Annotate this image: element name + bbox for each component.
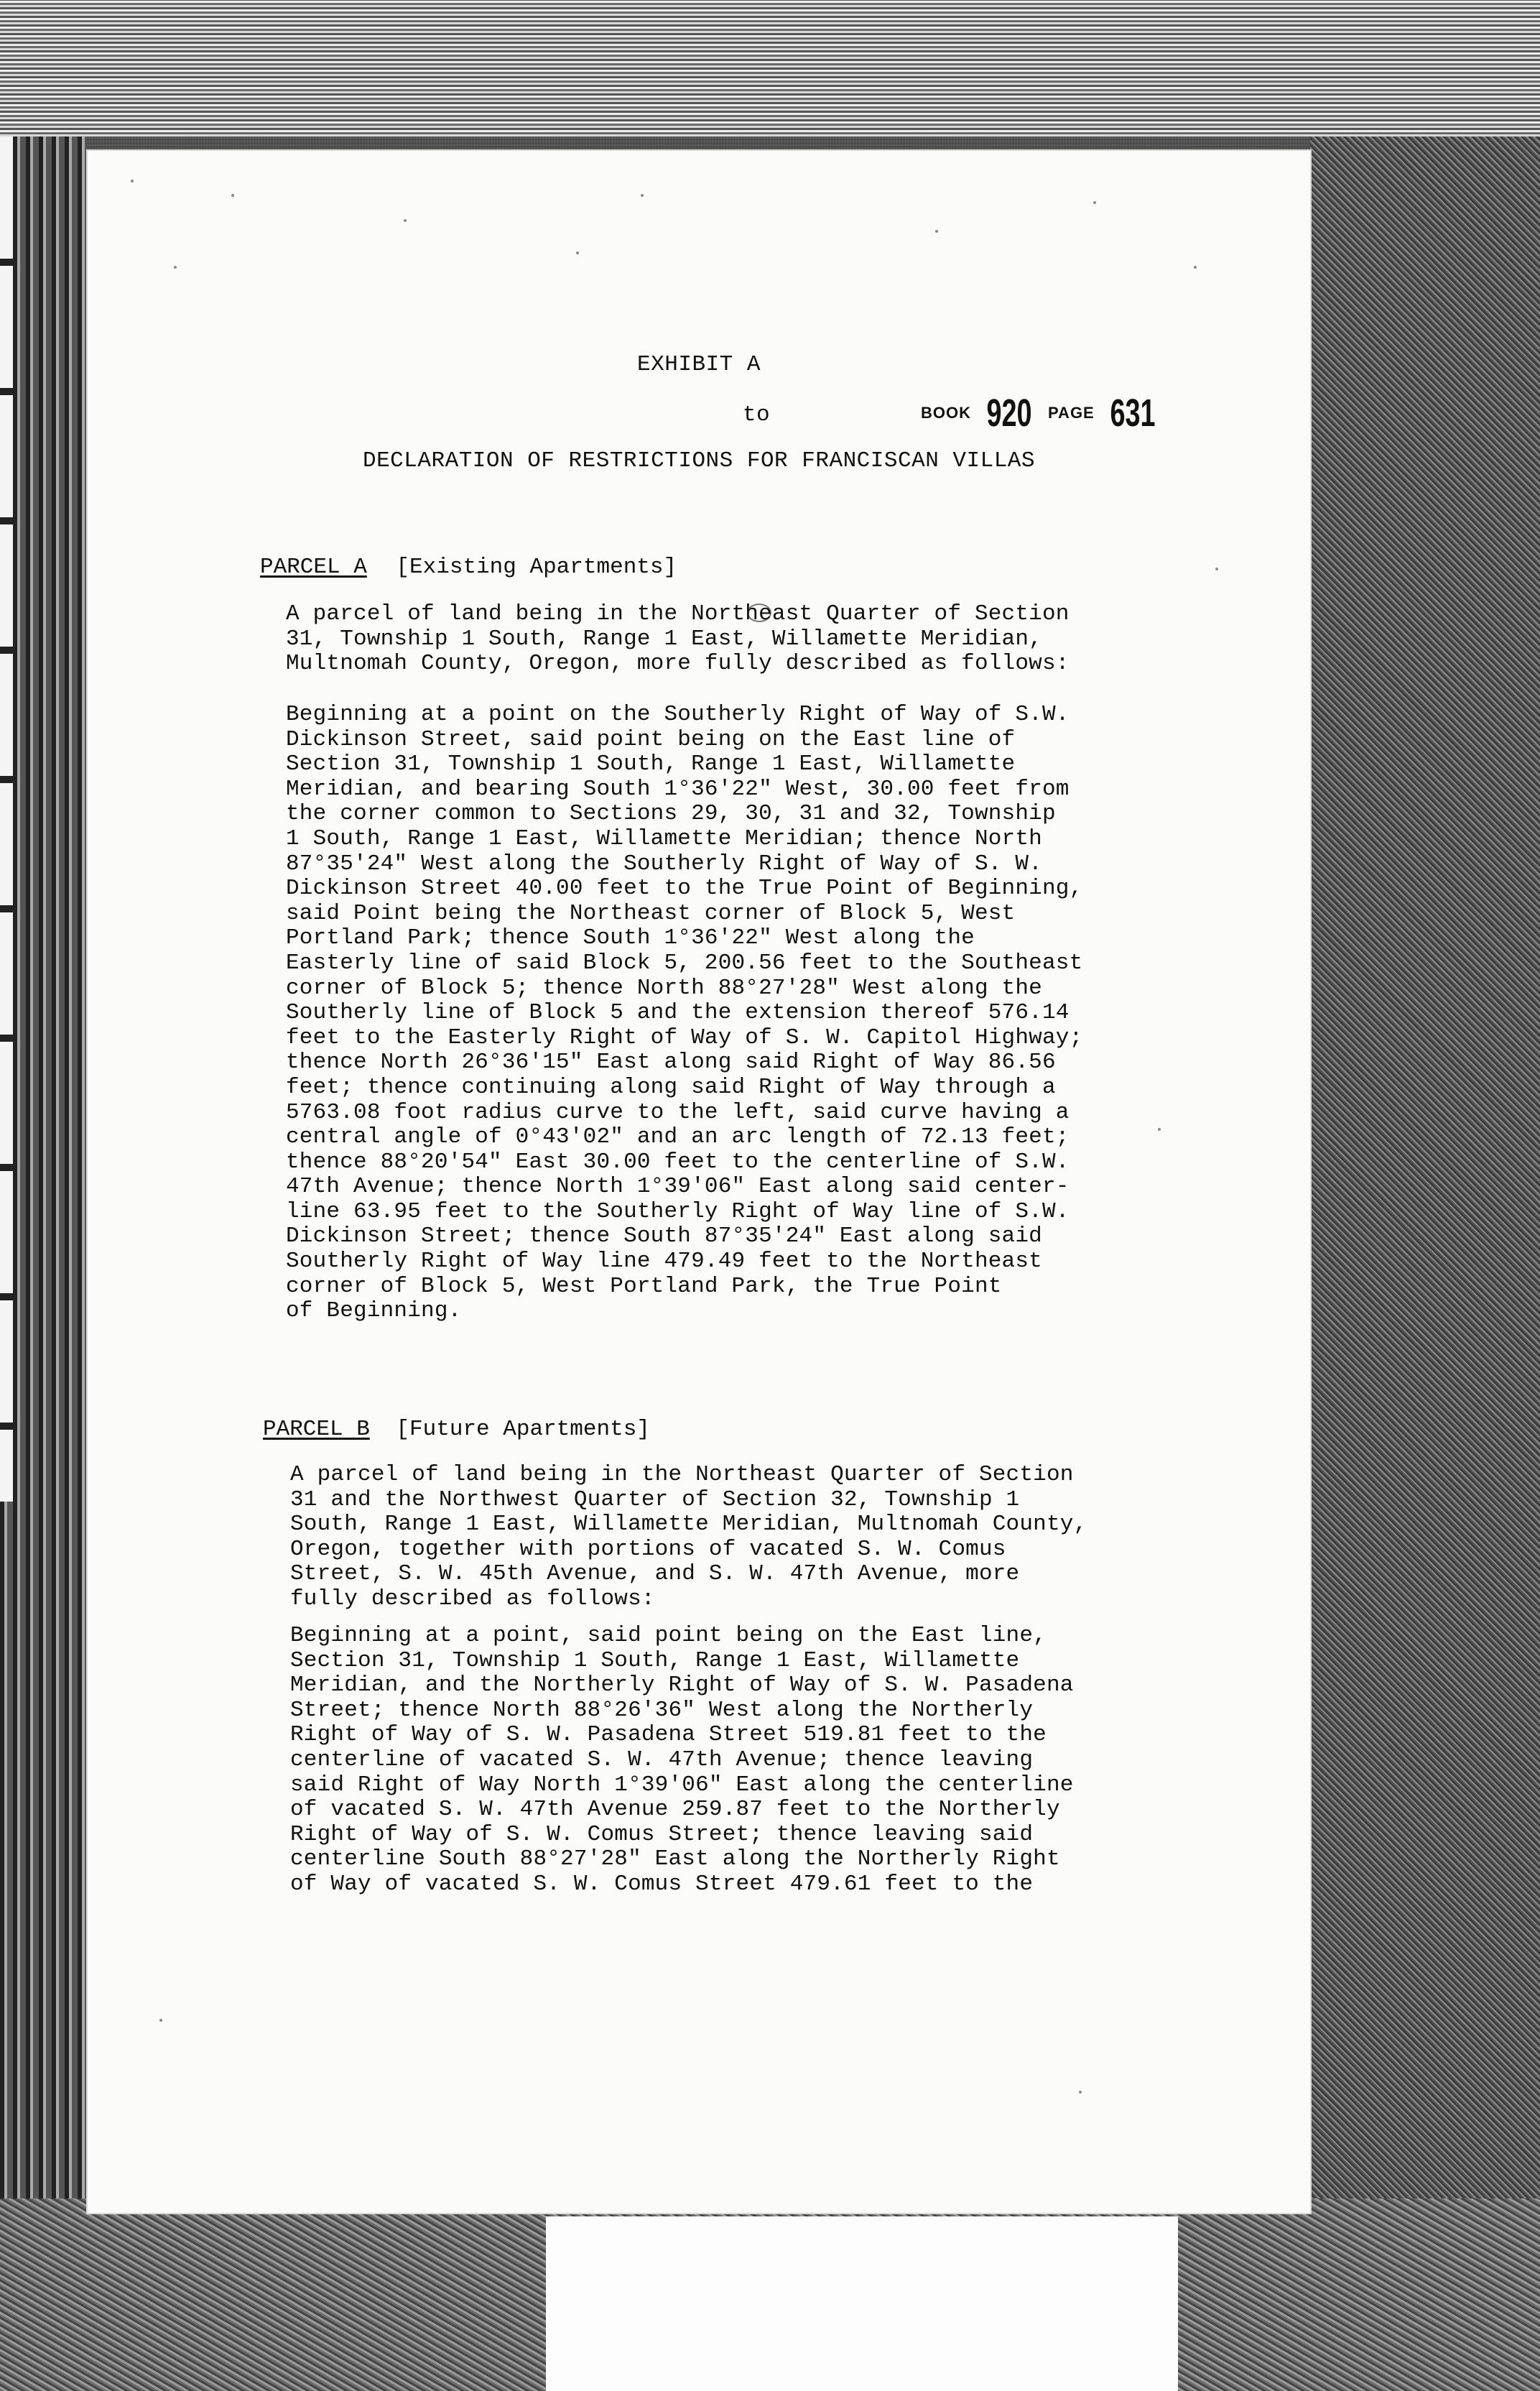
text-line: 31, Township 1 South, Range 1 East, Willamette Meridian, xyxy=(286,626,1042,652)
text-line: Dickinson Street 40.00 feet to the True Point of Beginning, xyxy=(286,876,1083,902)
parcel-a-intro xyxy=(286,602,1070,677)
book-page-stamp xyxy=(921,391,1168,435)
scan-speck xyxy=(1215,568,1218,570)
text-line: feet to the Easterly Right of Way of S. W. Capitol Highway; xyxy=(286,1025,1083,1050)
scan-speck xyxy=(1194,266,1197,269)
scan-left-tabs xyxy=(0,137,13,1502)
exhibit-title: EXHIBIT A xyxy=(637,352,761,377)
text-line: central angle of 0°43'02" and an arc length of 72.13 feet; xyxy=(286,1124,1070,1150)
parcel-a-subtitle: [Existing Apartments] xyxy=(396,555,677,580)
text-line: Oregon, together with portions of vacated S. W. Comus xyxy=(290,1536,1006,1562)
scan-left-noise xyxy=(0,137,86,2391)
scan-speck xyxy=(231,194,234,197)
text-line: Right of Way of S. W. Comus Street; thence leaving said xyxy=(290,1821,1034,1847)
text-line: Meridian, and bearing South 1°36'22" West, 30.00 feet from xyxy=(286,776,1070,802)
text-line: 1 South, Range 1 East, Willamette Meridian; thence North xyxy=(286,825,1042,851)
text-line: of Beginning. xyxy=(286,1298,462,1324)
text-line: Right of Way of S. W. Pasadena Street 519.81 feet to the xyxy=(290,1722,1047,1748)
scan-speck xyxy=(576,251,579,254)
text-line: Multnomah County, Oregon, more fully described as follows: xyxy=(286,651,1070,677)
scan-right-noise xyxy=(1310,137,1540,2391)
text-line: corner of Block 5, West Portland Park, the True Point xyxy=(286,1273,1002,1299)
text-line: 31 and the Northwest Quarter of Section 32, Township 1 xyxy=(290,1486,1020,1512)
scan-speck xyxy=(1158,1128,1161,1131)
scan-bottom-paper-tab xyxy=(546,2216,1178,2391)
parcel-b-label: PARCEL B xyxy=(263,1417,370,1442)
scan-speck xyxy=(174,266,177,269)
book-label: BOOK xyxy=(921,404,971,422)
scan-speck xyxy=(404,219,407,222)
scan-speck xyxy=(935,230,938,233)
text-line: Beginning at a point, said point being on the East line, xyxy=(290,1623,1047,1648)
scan-speck xyxy=(1079,2091,1082,2094)
text-line: Dickinson Street, said point being on the East line of xyxy=(286,726,1016,752)
text-line: Portland Park; thence South 1°36'22" West along the xyxy=(286,925,975,951)
page-label: PAGE xyxy=(1048,404,1095,422)
exhibit-to: to xyxy=(742,402,771,427)
text-line: 87°35'24" West along the Southerly Right of Way of S. W. xyxy=(286,851,1042,877)
scan-top-noise xyxy=(0,0,1540,137)
text-line: A parcel of land being in the Northeast Quarter of Section xyxy=(286,601,1070,626)
text-line: corner of Block 5; thence North 88°27'28" West along the xyxy=(286,975,1042,1001)
text-line: Beginning at a point on the Southerly Right of Way of S.W. xyxy=(286,702,1070,727)
parcel-a-label: PARCEL A xyxy=(260,555,367,580)
page-number: 631 xyxy=(1110,392,1156,435)
document-page xyxy=(88,151,1310,2213)
text-line: of Way of vacated S. W. Comus Street 479.61 feet to the xyxy=(290,1871,1034,1897)
scan-speck xyxy=(131,180,134,182)
text-line: Section 31, Township 1 South, Range 1 East, Willamette xyxy=(290,1647,1020,1673)
text-line: A parcel of land being in the Northeast Quarter of Section xyxy=(290,1462,1074,1487)
text-line: of vacated S. W. 47th Avenue 259.87 feet to the Northerly xyxy=(290,1797,1060,1823)
parcel-b-intro xyxy=(290,1463,1087,1612)
text-line: thence North 26°36'15" East along said Right of Way 86.56 xyxy=(286,1050,1056,1076)
scan-speck xyxy=(159,2019,162,2022)
parcel-b-subtitle: [Future Apartments] xyxy=(396,1417,650,1442)
text-line: Dickinson Street; thence South 87°35'24" East along said xyxy=(286,1224,1042,1249)
text-line: Easterly line of said Block 5, 200.56 feet to the Southeast xyxy=(286,950,1083,976)
text-line: line 63.95 feet to the Southerly Right of Way line of S.W. xyxy=(286,1198,1070,1224)
text-line: 5763.08 foot radius curve to the left, said curve having a xyxy=(286,1099,1070,1125)
text-line: Southerly line of Block 5 and the extension thereof 576.14 xyxy=(286,1000,1070,1026)
text-line: thence 88°20'54" East 30.00 feet to the centerline of S.W. xyxy=(286,1149,1070,1175)
parcel-a-heading xyxy=(260,555,677,580)
scan-speck xyxy=(1093,201,1096,204)
text-line: Section 31, Township 1 South, Range 1 East, Willamette xyxy=(286,751,1016,777)
text-line: 47th Avenue; thence North 1°39'06" East along said center- xyxy=(286,1174,1070,1200)
text-line: centerline South 88°27'28" East along the Northerly Right xyxy=(290,1846,1060,1872)
text-line: said Point being the Northeast corner of Block 5, West xyxy=(286,900,1016,926)
parcel-a-description xyxy=(286,703,1082,1324)
declaration-title: DECLARATION OF RESTRICTIONS FOR FRANCISCAN VILLAS xyxy=(362,448,1036,473)
parcel-b-heading xyxy=(263,1417,650,1442)
text-line: Street, S. W. 45th Avenue, and S. W. 47th Avenue, more xyxy=(290,1561,1020,1587)
scan-speck xyxy=(641,194,644,197)
book-number: 920 xyxy=(986,392,1033,435)
text-line: feet; thence continuing along said Right of Way through a xyxy=(286,1074,1056,1100)
text-line: Southerly Right of Way line 479.49 feet to the Northeast xyxy=(286,1249,1042,1275)
text-line: the corner common to Sections 29, 30, 31 and 32, Township xyxy=(286,801,1056,827)
text-line: Meridian, and the Northerly Right of Way of S. W. Pasadena xyxy=(290,1673,1074,1698)
text-line: centerline of vacated S. W. 47th Avenue; thence leaving xyxy=(290,1747,1034,1772)
text-line: South, Range 1 East, Willamette Meridian, Multnomah County, xyxy=(290,1512,1087,1537)
parcel-b-description xyxy=(290,1624,1074,1897)
text-line: said Right of Way North 1°39'06" East along the centerline xyxy=(290,1772,1074,1798)
text-line: Street; thence North 88°26'36" West along the Northerly xyxy=(290,1697,1034,1723)
text-line: fully described as follows: xyxy=(290,1586,655,1611)
